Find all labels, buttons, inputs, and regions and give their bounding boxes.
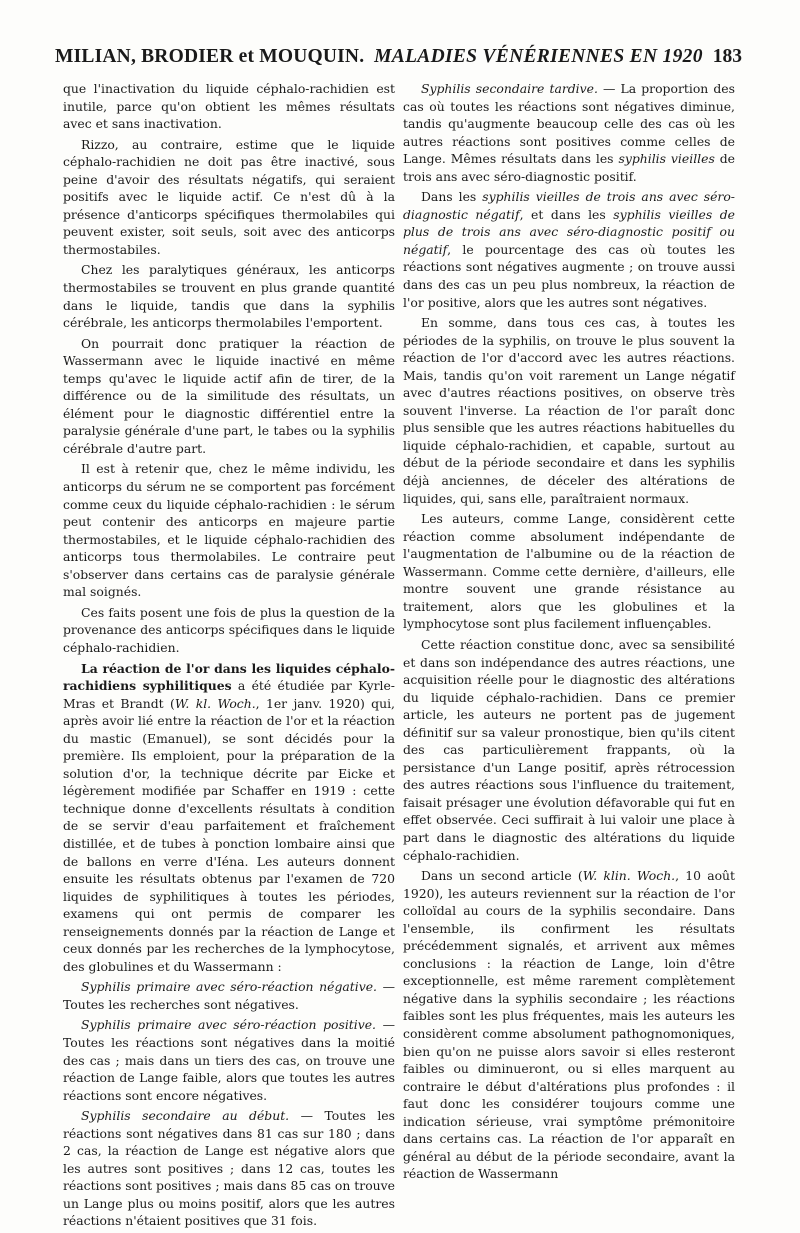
paragraph-text: a été étudiée par Kyrle-Mras et Brandt ( [63, 678, 395, 711]
paragraph-text: , le pourcentage des cas où toutes les réactions sont négatives augmente ; on trouve aussi dans des cas un peu plus nombreux, la réaction de l'or positive, alors que les autres sont négatives. [403, 241, 735, 310]
page-number: 183 [712, 46, 742, 67]
paragraph-text: — Toutes les réactions sont négatives dans la moitié des cas ; mais dans un tiers des cas, on trouve une réaction de Lange faible, alors que toutes les autres réactions sont encore négatives. [63, 1017, 395, 1103]
paragraph-text: W. kl. Woch. [174, 695, 256, 711]
left-column [63, 80, 395, 1233]
header-authors: MILIAN, BRODIER et MOUQUIN. [55, 46, 365, 67]
paragraph-text: Syphilis primaire avec séro-réaction positive. [81, 1017, 376, 1033]
paragraph-text: de trois ans avec séro-diagnostic positif. [403, 151, 736, 184]
paragraph [63, 660, 395, 976]
paragraph [403, 80, 735, 185]
paragraph-text: La réaction de l'or dans les liquides céphalo-rachidiens syphilitiques [63, 660, 395, 694]
paragraph [63, 261, 395, 331]
paragraph-text: , 10 août 1920), les auteurs reviennent sur la réaction de l'or colloïdal au cours de la syphilis secondaire. Dans l'ensemble, ils confirment les résultats précédemment signalés, et arrivent aux mêmes conclusions : la réaction de Lange, loin d'être exceptionnelle, est même rarement complètement négative dans la syphilis secondaire ; les réactions faibles sont les plus fréquentes, mais les auteurs les considèrent comme absolument pathognomoniques, bien qu'on ne puisse alors savoir si elles resteront faibles ou diminueront, ou si elles marquent au contraire le début d'altérations plus profondes : il faut donc les considérer toujours comme une indication sérieuse, vrai symptôme prémonitoire dans certains cas. La réaction de l'or apparaît en général au début de la période secondaire, avant la réaction de Wassermann [403, 868, 736, 1182]
paragraph-text: Les auteurs, comme Lange, considèrent cette réaction comme absolument indépendante de l'augmentation de l'albumine ou de la réaction de Wassermann. Comme cette dernière, d'ailleurs, elle montre souvent une grande résistance au traitement, alors que les globulines et la lymphocytose sont plus facilement influençables. [403, 511, 735, 632]
paragraph [63, 978, 395, 1013]
paragraph [403, 636, 735, 864]
paragraph-text: , et dans les [519, 206, 614, 222]
paragraph-text: Dans les [421, 189, 483, 205]
paragraph-text: Il est à retenir que, chez le même individu, les anticorps du sérum ne se comportent pas forcément comme ceux du liquide céphalo-rachidien : le sérum peut contenir des anticorps en majeure partie thermostabiles, et le liquide céphalo-rachidien des anticorps tous thermolabiles. Le contraire peut s'observer dans certains cas de paralysie générale mal soignés. [63, 461, 395, 600]
paragraph-text: Chez les paralytiques généraux, les anticorps thermostabiles se trouvent en plus grande quantité dans le liquide, tandis que dans la syphilis cérébrale, les anticorps thermolabiles l'emportent. [63, 262, 395, 331]
paragraph [403, 867, 735, 1183]
paragraph [63, 1016, 395, 1104]
right-column [403, 80, 735, 1186]
header-journal-title: MALADIES VÉNÉRIENNES EN 1920 [374, 46, 703, 67]
paragraph-text: — Toutes les recherches sont négatives. [63, 979, 395, 1012]
paragraph-text: Syphilis secondaire tardive. [421, 81, 598, 96]
paragraph-text: W. klin. Woch. [582, 868, 676, 884]
paragraph [403, 314, 735, 507]
paragraph [63, 80, 395, 133]
paragraph-text: En somme, dans tous ces cas, à toutes les périodes de la syphilis, on trouve le plus souvent la réaction de l'or d'accord avec les autres réactions. Mais, tandis qu'on voit rarement un Lange négatif avec d'autres réactions positives, on observe très souvent l'inverse. La réaction de l'or paraît donc plus sensible que les autres réactions habituelles du liquide céphalo-rachidien, et capable, surtout au début de la période secondaire et dans les syphilis déjà anciennes, de déceler des altérations de liquides, qui, sans elle, paraîtraient normaux. [403, 315, 735, 506]
paragraph [403, 188, 735, 311]
paragraph-text: Ces faits posent une fois de plus la question de la provenance des anticorps spécifiques dans le liquide céphalo-rachidien. [63, 604, 395, 655]
paragraph-text: syphilis vieilles de trois ans avec séro-diagnostic négatif [403, 189, 735, 222]
paragraph-text: Syphilis primaire avec séro-réaction négative. [81, 979, 377, 995]
paragraph-text: On pourrait donc pratiquer la réaction de Wassermann avec le liquide inactivé en même temps qu'avec le liquide actif afin de tirer, de la différence ou de la similitude des résultats, un élément pour le diagnostic différentiel entre la paralysie générale d'une part, le tabes ou la syphilis cérébrale d'autre part. [63, 335, 395, 456]
running-header [55, 46, 742, 68]
paragraph [63, 136, 395, 259]
paragraph-text: — La proportion des cas où toutes les réactions sont négatives diminue, tandis qu'augmente beaucoup celle des cas où les autres réactions sont positives comme celles de Lange. Mêmes résultats dans les [403, 81, 735, 167]
paragraph-text: Dans un second article ( [421, 868, 583, 884]
paragraph [63, 604, 395, 657]
paragraph [63, 335, 395, 458]
paragraph-text: Syphilis secondaire au début. [81, 1108, 290, 1124]
paragraph-text: Cette réaction constitue donc, avec sa sensibilité et dans son indépendance des autres réactions, une acquisition réelle pour le diagnostic des altérations du liquide céphalo-rachidien. Dans ce premier article, les auteurs ne portent pas de jugement définitif sur sa valeur pronostique, bien qu'ils citent des cas particulièrement frappants, où la persistance d'un Lange positif, après rétrocession des autres réactions sous l'influence du traitement, faisait présager une évolution défavorable qui fut en effet observée. Ceci suffirait à lui valoir une place à part dans le diagnostic des altérations du liquide céphalo-rachidien. [403, 636, 735, 863]
paragraph-text: que l'inactivation du liquide céphalo-rachidien est inutile, parce qu'on obtient les mêmes résultats avec et sans inactivation. [63, 81, 395, 132]
paragraph [403, 510, 735, 633]
header-right [374, 46, 742, 68]
paragraph-text: syphilis vieilles de plus de trois ans avec séro-diagnostic positif ou négatif [403, 206, 735, 257]
paragraph [63, 460, 395, 600]
paragraph-text: Rizzo, au contraire, estime que le liquide céphalo-rachidien ne doit pas être inactivé, sous peine d'avoir des résultats négatifs, qui seraient positifs avec le liquide actif. Ce n'est dû à la présence d'anticorps spécifiques thermolabiles qui peuvent exister, soit seuls, soit avec des anticorps thermostabiles. [63, 136, 395, 257]
paragraph-text: , 1er janv. 1920) qui, après avoir lié entre la réaction de l'or et la réaction du mastic (Emanuel), se sont décidés pour la première. Ils emploient, pour la préparation de la solution d'or, la technique décrite par Eicke et légèrement modifiée par Schaffer en 1919 : cette technique donne d'excellents résultats à condition de se servir d'eau parfaitement et fraîchement distillée, et de tubes à ponction lombaire ainsi que de ballons en verre d'Iéna. Les auteurs donnent ensuite les résultats obtenus par l'examen de 720 liquides de syphilitiques à toutes les périodes, examens qui ont permis de comparer les renseignements donnés par la réaction de Lange et ceux donnés par les recherches de la lymphocytose, des globulines et du Wassermann : [63, 695, 395, 974]
paragraph-text: syphilis vieilles [618, 151, 715, 167]
paragraph-text: — Toutes les réactions sont négatives dans 81 cas sur 180 ; dans 2 cas, la réaction de Lange est négative alors que les autres sont positives ; dans 12 cas, toutes les réactions sont positives ; mais dans 85 cas on trouve un Lange plus ou moins positif, alors que les autres réactions n'étaient positives que 31 fois. [63, 1108, 395, 1229]
paragraph [63, 1107, 395, 1230]
